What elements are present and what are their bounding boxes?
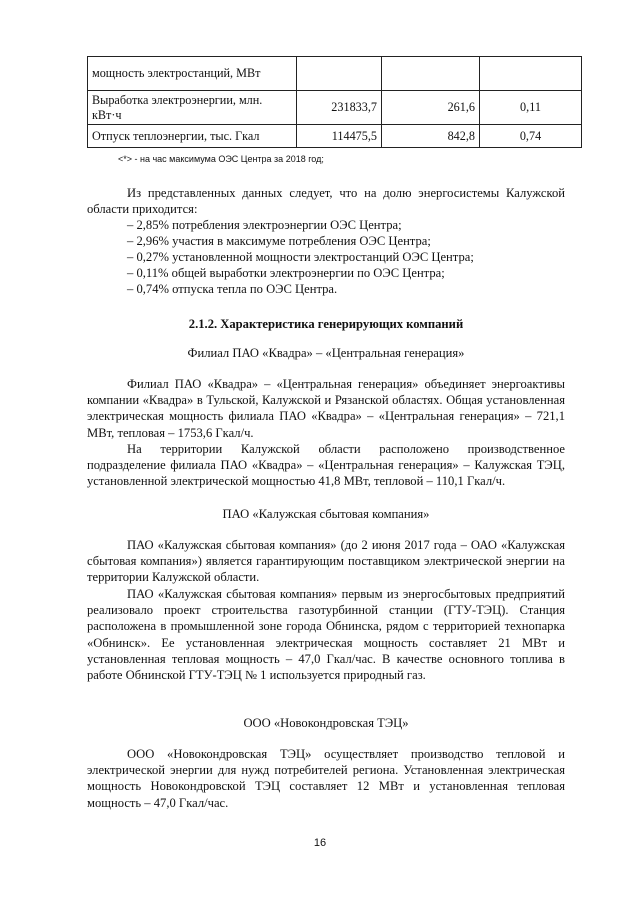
kvadra-paragraph-1: Филиал ПАО «Квадра» – «Центральная генерация» объединяет энергоактивы компании «Квадра» в Тульской, Калужской и Рязанской областях. Общая установленная электрическая мощность филиала ПАО «Квадра» – «Центральная генерация» – 721,1 МВт, тепловая – 1753,6 Гкал/ч. <box>87 377 565 440</box>
intro-paragraph: Из представленных данных следует, что на долю энергосистемы Калужской области приходится: <box>87 186 565 217</box>
table-cell-label: мощность электростанций, МВт <box>88 57 297 91</box>
table-cell: 114475,5 <box>297 125 382 148</box>
kvadra-paragraph-2: На территории Калужской области расположено производственное подразделение филиала ПАО «Квадра» – «Центральная генерация» – Калужская ТЭЦ, установленной электрической мощностью 41,8 МВт, тепловой – 110,1 Гкал/ч. <box>87 442 565 489</box>
list-item: – 0,11% общей выработки электроэнергии по ОЭС Центра; <box>127 266 445 280</box>
kvadra-title: Филиал ПАО «Квадра» – «Центральная генерация» <box>187 346 465 360</box>
energy-table <box>87 56 582 148</box>
table-cell: 842,8 <box>382 125 480 148</box>
list-item: – 0,74% отпуска тепла по ОЭС Центра. <box>127 282 338 296</box>
table-row <box>88 125 582 148</box>
table-footnote: <*> - на час максимума ОЭС Центра за 2018 год; <box>118 154 324 164</box>
table-row <box>88 57 582 91</box>
novokon-paragraph: ООО «Новокондровская ТЭЦ» осуществляет производство тепловой и электрической энергии для нужд потребителей региона. Установленная электрическая мощность Новокондровской ТЭЦ составляет 12 МВт и установленная тепловая мощность – 47,0 Гкал/час. <box>87 747 565 810</box>
list-item: – 0,27% установленной мощности электростанций ОЭС Центра; <box>127 250 474 264</box>
table-cell-label: Отпуск теплоэнергии, тыс. Гкал <box>88 125 297 148</box>
table-cell-label: Выработка электроэнергии, млн. кВт·ч <box>88 91 297 125</box>
table-cell: 0,74 <box>480 125 582 148</box>
list-item: – 2,85% потребления электроэнергии ОЭС Центра; <box>127 218 402 232</box>
section-heading: 2.1.2. Характеристика генерирующих компаний <box>188 317 464 331</box>
list-item: – 2,96% участия в максимуме потребления ОЭС Центра; <box>127 234 431 248</box>
kalsbyt-paragraph-2: ПАО «Калужская сбытовая компания» первым из энергосбытовых предприятий реализовало проект строительства газотурбинной станции (ГТУ-ТЭЦ). Станция расположена в промышленной зоне города Обнинска, рядом с территорией технопарка «Обнинск». Ее установленная электрическая мощность составляет 21 МВт и установленная тепловая мощность – 47,0 Гкал/час. В качестве основного топлива в работе Обнинской ГТУ-ТЭЦ № 1 используется природный газ. <box>87 587 565 683</box>
kalsbyt-title: ПАО «Калужская сбытовая компания» <box>222 507 430 521</box>
table-cell <box>297 57 382 91</box>
page-number: 16 <box>313 837 327 849</box>
table-cell: 231833,7 <box>297 91 382 125</box>
table-row <box>88 91 582 125</box>
kalsbyt-paragraph-1: ПАО «Калужская сбытовая компания» (до 2 июня 2017 года – ОАО «Калужская сбытовая компания») является гарантирующим поставщиком электрической энергии на территории Калужской области. <box>87 538 565 585</box>
table-cell <box>480 57 582 91</box>
table-cell: 0,11 <box>480 91 582 125</box>
novokon-title: ООО «Новокондровская ТЭЦ» <box>243 716 409 730</box>
table-cell: 261,6 <box>382 91 480 125</box>
table-cell <box>382 57 480 91</box>
